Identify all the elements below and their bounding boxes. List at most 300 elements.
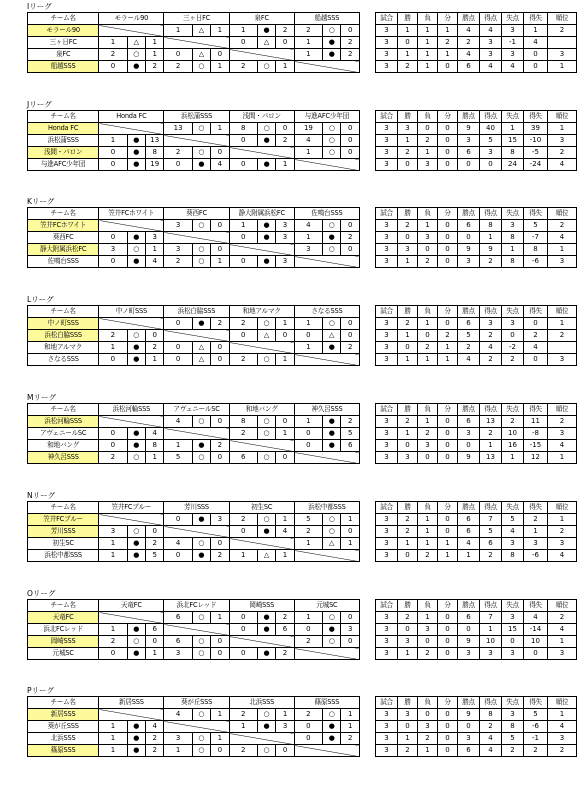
score-against: 3 — [276, 220, 294, 232]
stat-cell: 3 — [502, 220, 524, 232]
result-mark: ○ — [323, 135, 341, 147]
stat-cell: 4 — [458, 354, 480, 366]
self-match-cell — [229, 342, 294, 354]
match-header-row — [28, 306, 360, 318]
standings-row — [376, 25, 577, 37]
stat-cell: 2 — [548, 745, 577, 757]
opponent-header: 岡崎SSS — [229, 600, 294, 612]
match-row — [28, 354, 360, 366]
score-for: 3 — [164, 733, 192, 745]
stat-cell: 3 — [480, 37, 502, 49]
stat-cell: 2 — [398, 220, 418, 232]
score-against: 5 — [341, 428, 360, 440]
stat-cell: 3 — [376, 342, 398, 354]
stat-cell: 4 — [548, 232, 577, 244]
match-table — [27, 110, 360, 171]
stat-cell: 3 — [548, 256, 577, 268]
stat-cell: 3 — [502, 25, 524, 37]
team-name: さなるSSS — [28, 354, 99, 366]
stat-cell: 0 — [418, 330, 438, 342]
score-for: 0 — [99, 147, 127, 159]
result-mark: ○ — [323, 25, 341, 37]
score-for: 3 — [294, 244, 322, 256]
stat-cell: 4 — [548, 550, 577, 562]
score-against: 0 — [341, 244, 360, 256]
stat-header: 試合 — [376, 306, 398, 318]
stat-cell: 0 — [438, 612, 458, 624]
team-column-header: チーム名 — [28, 697, 99, 709]
stat-cell: 4 — [480, 733, 502, 745]
self-match-cell — [164, 37, 229, 49]
score-against: 1 — [146, 244, 164, 256]
stat-header: 勝点 — [458, 697, 480, 709]
standings-row — [376, 440, 577, 452]
score-against: 1 — [341, 709, 360, 721]
score-against: 1 — [276, 61, 294, 73]
score-for: 0 — [164, 318, 192, 330]
stat-cell: 3 — [480, 318, 502, 330]
score-against: 3 — [276, 256, 294, 268]
score-for: 1 — [99, 721, 127, 733]
score-against: 0 — [276, 37, 294, 49]
match-row — [28, 709, 360, 721]
match-header-row — [28, 502, 360, 514]
stat-cell: 0 — [418, 244, 438, 256]
stat-header: 失点 — [502, 502, 524, 514]
score-for: 0 — [99, 256, 127, 268]
stat-header: 試合 — [376, 111, 398, 123]
stat-cell: 0 — [438, 745, 458, 757]
stat-cell: 16 — [502, 440, 524, 452]
score-for: 0 — [164, 514, 192, 526]
stat-cell: 2 — [548, 220, 577, 232]
stat-cell: 3 — [376, 416, 398, 428]
result-mark: ○ — [192, 452, 210, 464]
stat-header: 試合 — [376, 13, 398, 25]
league-section — [27, 393, 569, 461]
stat-cell: 6 — [458, 526, 480, 538]
stat-header: 負 — [418, 697, 438, 709]
stat-header: 失点 — [502, 306, 524, 318]
match-row — [28, 159, 360, 171]
stat-cell: 1 — [418, 526, 438, 538]
stat-cell: 0 — [458, 721, 480, 733]
stat-cell: 3 — [502, 709, 524, 721]
score-for: 3 — [99, 244, 127, 256]
stat-cell: 2 — [398, 147, 418, 159]
stat-cell: 2 — [480, 428, 502, 440]
stat-header: 得失 — [524, 697, 548, 709]
stat-cell: 2 — [524, 745, 548, 757]
match-row — [28, 526, 360, 538]
match-row — [28, 37, 360, 49]
score-against: 8 — [145, 440, 163, 452]
stat-cell: 2 — [480, 256, 502, 268]
score-for: 6 — [164, 636, 192, 648]
score-for: 8 — [229, 123, 257, 135]
stat-cell: 3 — [376, 709, 398, 721]
stat-header: 失点 — [502, 600, 524, 612]
score-for: 5 — [164, 452, 192, 464]
opponent-header: 笠井FCブルー — [99, 502, 164, 514]
stat-cell: 3 — [376, 733, 398, 745]
stat-header: 得点 — [480, 404, 502, 416]
score-for: 0 — [229, 232, 257, 244]
stat-header: 失点 — [502, 111, 524, 123]
result-mark: ● — [127, 733, 145, 745]
stat-cell: 2 — [458, 37, 480, 49]
team-name: 浜松白脇SSS — [28, 330, 99, 342]
self-match-cell — [294, 354, 359, 366]
match-header-row — [28, 13, 360, 25]
stat-cell: 3 — [418, 624, 438, 636]
self-match-cell — [164, 135, 229, 147]
result-mark: ○ — [323, 123, 341, 135]
result-mark: ● — [127, 648, 145, 660]
result-mark: ○ — [257, 318, 275, 330]
result-mark: ○ — [192, 733, 210, 745]
stat-cell: 2 — [398, 612, 418, 624]
result-mark: ● — [127, 232, 145, 244]
standings-row — [376, 526, 577, 538]
result-mark: ● — [323, 428, 341, 440]
stat-cell: 3 — [502, 538, 524, 550]
stat-cell: 2 — [502, 416, 524, 428]
stat-cell: 0 — [438, 636, 458, 648]
score-against: 0 — [341, 636, 360, 648]
standings-row — [376, 232, 577, 244]
score-against: 0 — [341, 147, 360, 159]
stat-header: 得点 — [480, 111, 502, 123]
stat-cell: 3 — [502, 318, 524, 330]
stat-cell: 0 — [458, 232, 480, 244]
stat-cell: 10 — [502, 428, 524, 440]
result-mark: ● — [127, 440, 145, 452]
stat-header: 勝 — [398, 13, 418, 25]
opponent-header: 中ノ町SSS — [99, 306, 164, 318]
standings-row — [376, 354, 577, 366]
score-for: 2 — [294, 526, 322, 538]
league-section — [27, 686, 569, 754]
stat-cell: 3 — [376, 232, 398, 244]
stat-cell: 3 — [376, 612, 398, 624]
team-name: 静大附属浜松FC — [28, 244, 99, 256]
score-for: 1 — [294, 612, 322, 624]
stat-cell: 9 — [458, 709, 480, 721]
score-against: 0 — [211, 416, 229, 428]
score-against: 2 — [341, 342, 360, 354]
stat-cell: 0 — [418, 452, 438, 464]
score-for: 1 — [99, 733, 127, 745]
league-section — [27, 491, 569, 559]
stat-cell: 3 — [548, 428, 577, 440]
score-against: 5 — [146, 550, 164, 562]
stat-cell: 6 — [458, 745, 480, 757]
stat-cell — [548, 342, 577, 354]
stat-cell: 1 — [418, 612, 438, 624]
stat-cell: 0 — [438, 244, 458, 256]
stat-cell: 6 — [458, 514, 480, 526]
stat-cell: 0 — [418, 123, 438, 135]
score-for: 0 — [164, 354, 192, 366]
score-against: 1 — [211, 709, 229, 721]
stat-cell: 7 — [480, 514, 502, 526]
score-against: 0 — [276, 452, 294, 464]
result-mark: ● — [323, 624, 341, 636]
score-for: 2 — [164, 256, 192, 268]
match-header-row — [28, 697, 360, 709]
result-mark: ● — [127, 550, 145, 562]
score-against: 0 — [341, 612, 360, 624]
result-mark: ● — [257, 721, 275, 733]
score-for: 0 — [99, 440, 127, 452]
self-match-cell — [229, 636, 294, 648]
result-mark: ● — [127, 428, 145, 440]
stat-cell: 0 — [398, 550, 418, 562]
score-against: 6 — [341, 440, 360, 452]
standings-row — [376, 550, 577, 562]
stat-cell: 24 — [502, 159, 524, 171]
score-against: 8 — [146, 147, 164, 159]
score-against: 1 — [276, 159, 294, 171]
stat-header: 失点 — [502, 208, 524, 220]
stat-cell: 3 — [418, 440, 438, 452]
standings-row — [376, 159, 577, 171]
score-against: 1 — [211, 61, 229, 73]
stat-cell: 0 — [398, 721, 418, 733]
score-against: 0 — [276, 416, 294, 428]
opponent-header: 初生SC — [229, 502, 294, 514]
standings-row — [376, 428, 577, 440]
opponent-header: 篠原SSS — [294, 697, 359, 709]
stat-header: 分 — [438, 404, 458, 416]
stat-header: 得点 — [480, 697, 502, 709]
stat-cell: 3 — [458, 256, 480, 268]
result-mark: ● — [127, 159, 145, 171]
score-for: 0 — [294, 428, 322, 440]
team-name: アヴェニールSC — [28, 428, 99, 440]
opponent-header: 浜松河輪SSS — [99, 404, 164, 416]
score-against: 4 — [146, 721, 164, 733]
stat-cell: 3 — [376, 440, 398, 452]
result-mark: ● — [323, 49, 341, 61]
stat-header: 順位 — [548, 502, 577, 514]
stat-header: 失点 — [502, 404, 524, 416]
stat-cell: -14 — [524, 624, 548, 636]
score-against: 2 — [146, 733, 164, 745]
opponent-header: 浜松白脇SSS — [164, 306, 229, 318]
stat-cell: 1 — [418, 37, 438, 49]
score-against: 2 — [211, 318, 229, 330]
stat-cell: 2 — [480, 330, 502, 342]
score-against: 1 — [146, 648, 164, 660]
standings-row — [376, 147, 577, 159]
stat-header: 勝点 — [458, 502, 480, 514]
result-mark: ● — [192, 514, 210, 526]
stat-cell: 0 — [438, 733, 458, 745]
stat-cell: 2 — [480, 354, 502, 366]
league-title: Iリーグ — [27, 2, 52, 11]
stat-cell: -7 — [524, 232, 548, 244]
stat-cell: 8 — [502, 147, 524, 159]
self-match-cell — [99, 220, 164, 232]
stat-cell: 1 — [524, 25, 548, 37]
standings-row — [376, 318, 577, 330]
score-against: 0 — [211, 244, 229, 256]
score-for: 1 — [229, 550, 257, 562]
self-match-cell — [164, 721, 229, 733]
stat-cell: 3 — [376, 721, 398, 733]
score-against: 0 — [211, 648, 229, 660]
standings-header-row — [376, 13, 577, 25]
score-against: 0 — [211, 636, 229, 648]
standings-row — [376, 636, 577, 648]
league-title: Kリーグ — [27, 197, 55, 206]
result-mark: ● — [257, 648, 275, 660]
score-against: 0 — [341, 135, 360, 147]
score-for: 3 — [164, 244, 192, 256]
score-against: 2 — [276, 25, 294, 37]
score-against: 0 — [211, 538, 229, 550]
score-for: 3 — [99, 526, 127, 538]
stat-cell: 9 — [458, 452, 480, 464]
self-match-cell — [99, 709, 164, 721]
stat-cell: 2 — [398, 318, 418, 330]
stat-cell: 2 — [418, 135, 438, 147]
team-column-header: チーム名 — [28, 502, 99, 514]
stat-cell: 3 — [376, 330, 398, 342]
stat-cell: 13 — [480, 452, 502, 464]
team-name: 佐鳴台SSS — [28, 256, 99, 268]
stat-cell: 1 — [438, 25, 458, 37]
result-mark: ○ — [257, 428, 275, 440]
team-name: 浜松河輪SSS — [28, 416, 99, 428]
opponent-header: 新居SSS — [99, 697, 164, 709]
stat-cell: 1 — [458, 550, 480, 562]
standings-header-row — [376, 111, 577, 123]
result-mark: ○ — [192, 220, 210, 232]
stat-cell: 4 — [548, 440, 577, 452]
stat-cell: 11 — [524, 416, 548, 428]
score-against: 3 — [276, 232, 294, 244]
score-for: 3 — [164, 648, 192, 660]
stat-cell: 6 — [458, 416, 480, 428]
stat-cell: 3 — [376, 244, 398, 256]
score-for: 1 — [229, 721, 257, 733]
result-mark: ○ — [192, 538, 210, 550]
opponent-header: 浜北FCレッド — [164, 600, 229, 612]
opponent-header: 浜松蒲SSS — [164, 111, 229, 123]
result-mark: ○ — [127, 49, 145, 61]
score-for: 0 — [294, 721, 322, 733]
standings-row — [376, 612, 577, 624]
score-against: 2 — [211, 550, 229, 562]
match-row — [28, 220, 360, 232]
stat-cell: 2 — [418, 428, 438, 440]
result-mark: ● — [192, 318, 210, 330]
stat-cell: 1 — [548, 244, 577, 256]
stat-cell: 0 — [438, 624, 458, 636]
stat-cell: 3 — [376, 61, 398, 73]
league-section — [27, 295, 569, 363]
score-against: 2 — [146, 538, 164, 550]
score-against: 0 — [341, 526, 360, 538]
team-name: モラール90 — [28, 25, 99, 37]
stat-cell: 5 — [524, 709, 548, 721]
score-for: 1 — [99, 342, 127, 354]
score-against: 0 — [341, 123, 360, 135]
match-row — [28, 318, 360, 330]
score-for: 0 — [229, 612, 257, 624]
team-name: 元城SC — [28, 648, 99, 660]
score-against: 2 — [145, 342, 163, 354]
score-against: 0 — [276, 745, 294, 757]
stat-cell: 2 — [398, 514, 418, 526]
stat-cell: -10 — [524, 135, 548, 147]
score-for: 13 — [164, 123, 192, 135]
stat-header: 試合 — [376, 502, 398, 514]
self-match-cell — [294, 159, 359, 171]
stat-cell: 1 — [398, 733, 418, 745]
score-against: 0 — [341, 318, 360, 330]
stat-cell: 0 — [458, 624, 480, 636]
score-for: 2 — [229, 709, 257, 721]
score-for: 4 — [164, 538, 192, 550]
stat-header: 得失 — [524, 208, 548, 220]
stat-cell: 3 — [376, 49, 398, 61]
stat-cell: 1 — [418, 147, 438, 159]
stat-cell: 4 — [502, 526, 524, 538]
self-match-cell — [229, 49, 294, 61]
team-column-header: チーム名 — [28, 404, 99, 416]
self-match-cell — [229, 244, 294, 256]
stat-header: 順位 — [548, 600, 577, 612]
result-mark: ○ — [323, 220, 341, 232]
result-mark: ● — [257, 612, 275, 624]
score-against: 1 — [276, 428, 294, 440]
team-name: 神久呂SSS — [28, 452, 99, 464]
stat-cell: 10 — [480, 636, 502, 648]
stat-header: 失点 — [502, 697, 524, 709]
match-row — [28, 123, 360, 135]
standings-row — [376, 452, 577, 464]
stat-cell: -15 — [524, 440, 548, 452]
stat-cell: 4 — [548, 721, 577, 733]
score-for: 1 — [294, 37, 322, 49]
result-mark: △ — [257, 550, 275, 562]
league-section — [27, 100, 569, 168]
stat-cell: -1 — [524, 733, 548, 745]
stat-cell: 0 — [480, 159, 502, 171]
match-row — [28, 452, 360, 464]
stat-cell: 4 — [502, 61, 524, 73]
team-name: Honda FC — [28, 123, 99, 135]
self-match-cell — [294, 452, 359, 464]
opponent-header: 和地バング — [229, 404, 294, 416]
score-for: 0 — [164, 550, 192, 562]
stat-cell: 2 — [548, 416, 577, 428]
score-for: 2 — [229, 354, 257, 366]
score-for: 1 — [164, 25, 192, 37]
stat-cell: 3 — [376, 550, 398, 562]
stat-cell: 1 — [480, 440, 502, 452]
self-match-cell — [164, 330, 229, 342]
result-mark: ● — [323, 440, 341, 452]
stat-cell: 3 — [376, 648, 398, 660]
standings-row — [376, 342, 577, 354]
score-against: 1 — [145, 354, 163, 366]
stat-cell: 9 — [458, 244, 480, 256]
